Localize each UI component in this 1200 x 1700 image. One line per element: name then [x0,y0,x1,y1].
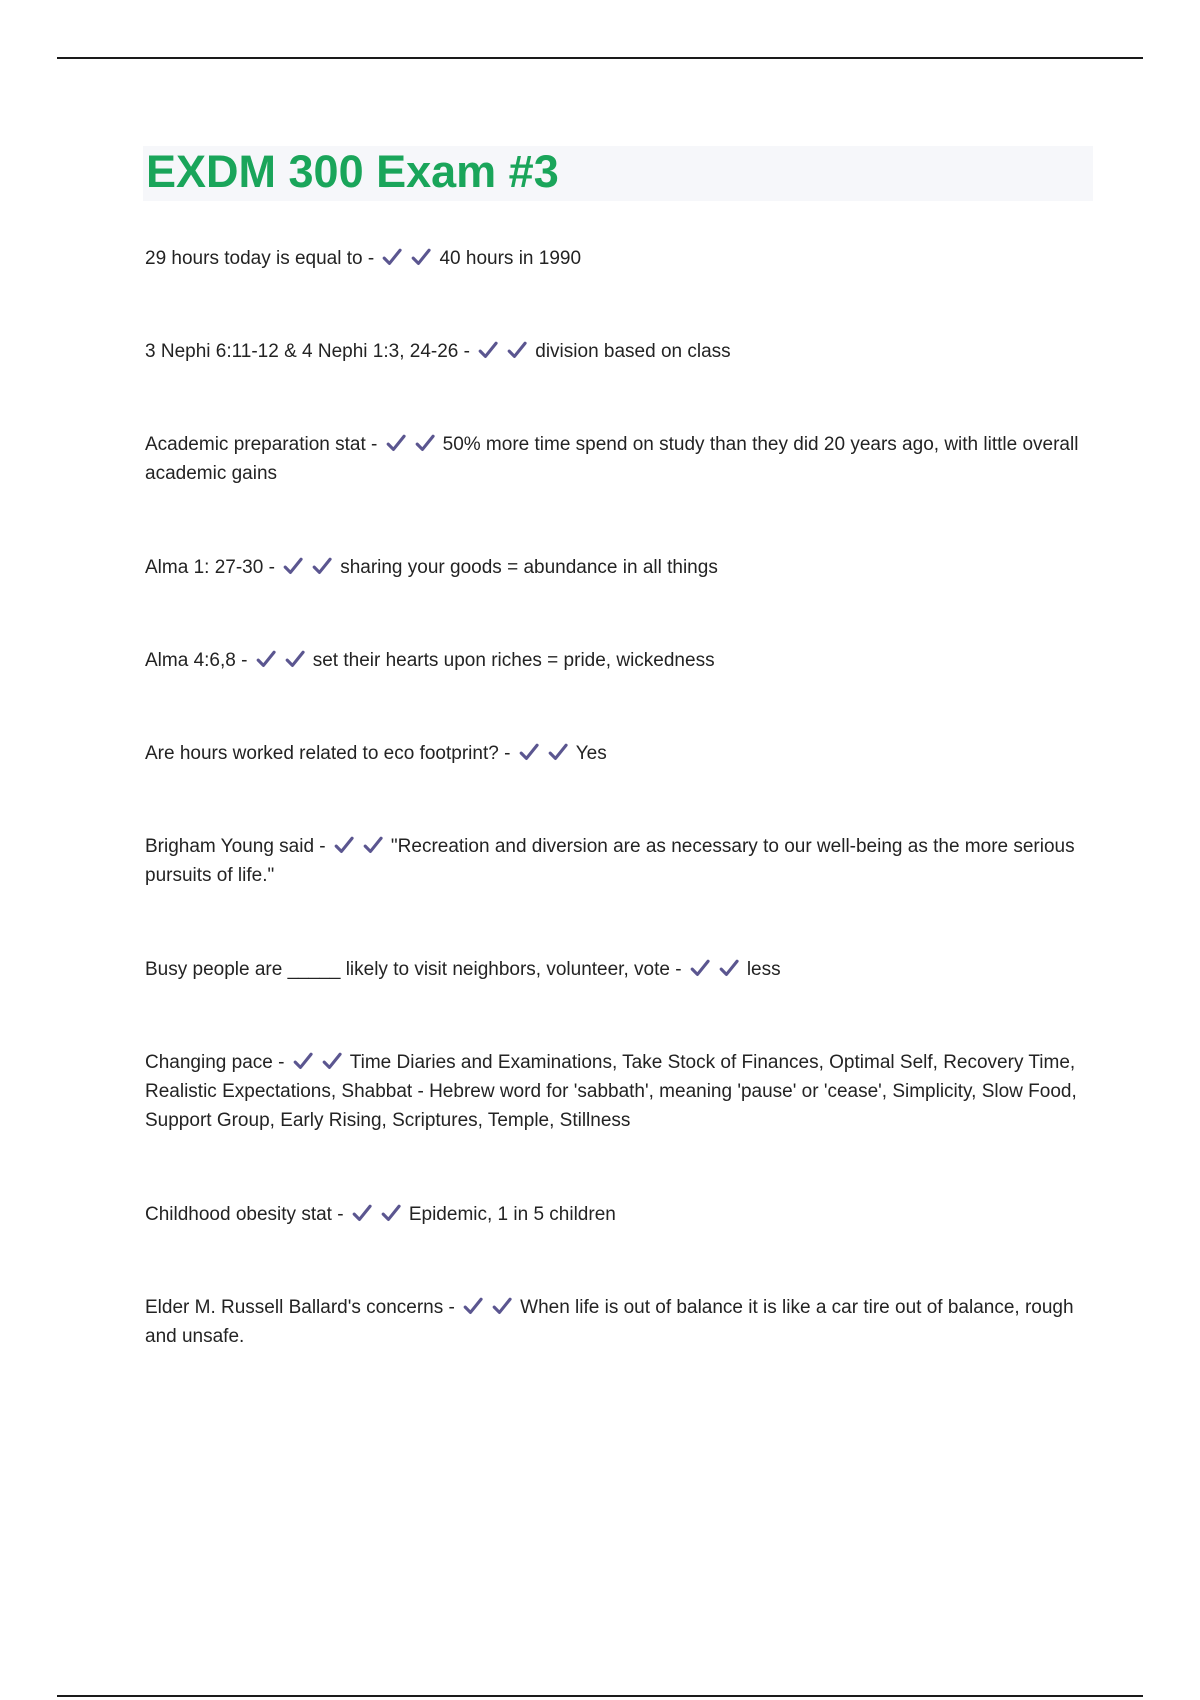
checkmark-icon [333,834,355,856]
entry-separator: - [337,1204,344,1225]
entry-separator: - [675,959,682,980]
list-item [145,832,1085,890]
entry-term: 29 hours today is equal to [145,248,363,269]
entry-separator: - [367,248,375,269]
entry-term: Brigham Young said [145,836,315,857]
checkmark-icon [292,1050,314,1072]
bottom-rule [57,1695,1143,1697]
flashcard-list [145,244,1085,1351]
checkmark-icon [491,1295,513,1317]
list-item [145,739,1085,768]
list-item [145,1048,1085,1135]
checkmark-icon [506,339,528,361]
checkmark-icon [689,957,711,979]
checkmark-icon [414,432,436,454]
entry-separator: - [463,341,470,362]
list-item [145,646,1085,675]
checkmark-icon [381,246,403,268]
entry-answer: When life is out of balance it is like a car tire out of balance, rough and unsafe. [145,1297,1074,1347]
entry-answer: set their hearts upon riches = pride, wickedness [312,650,715,671]
list-item [145,244,1085,273]
entry-separator: - [504,743,511,764]
entry-term: 3 Nephi 6:11-12 & 4 Nephi 1:3, 24-26 [145,341,459,362]
checkmark-icon [718,957,740,979]
checkmark-icon [380,1202,402,1224]
checkmark-icon [518,741,540,763]
entry-separator: - [319,836,326,857]
entry-separator: - [241,650,248,671]
entry-answer: division based on class [535,341,731,362]
checkmark-icon [385,432,407,454]
entry-answer: less [746,959,781,980]
entry-term: Childhood obesity stat [145,1204,332,1225]
list-item [145,337,1085,366]
entry-answer: Epidemic, 1 in 5 children [408,1204,616,1225]
checkmark-icon [311,555,333,577]
checkmark-icon [321,1050,343,1072]
entry-separator: - [448,1297,455,1318]
entry-term: Academic preparation stat [145,434,366,455]
checkmark-icon [284,648,306,670]
entry-term: Alma 1: 27-30 [145,557,264,578]
entry-separator: - [278,1052,285,1073]
checkmark-icon [462,1295,484,1317]
checkmark-icon [410,246,432,268]
list-item [145,1200,1085,1229]
entry-answer: "Recreation and diversion are as necessary to our well-being as the more serious pursuits of life." [145,836,1075,886]
top-rule [57,57,1143,59]
checkmark-icon [477,339,499,361]
entry-answer: Yes [575,743,607,764]
entry-answer: sharing your goods = abundance in all things [340,557,718,578]
checkmark-icon [351,1202,373,1224]
list-item [145,430,1085,488]
list-item [145,1293,1085,1351]
entry-term: Elder M. Russell Ballard's concerns [145,1297,444,1318]
entry-separator: - [268,557,275,578]
page-title: EXDM 300 Exam #3 [146,146,559,197]
checkmark-icon [282,555,304,577]
entry-answer: Time Diaries and Examinations, Take Stock of Finances, Optimal Self, Recovery Time, Realistic Expectations, Shabbat - Hebrew word for 'sabbath', meaning 'pause' or 'cease', Simplicity, Slow Food, Support Group, Early Rising, Scriptures, Temple, Stillness [145,1052,1077,1131]
entry-separator: - [371,434,378,455]
entry-answer: 50% more time spend on study than they did 20 years ago, with little overall academic gains [145,434,1079,484]
entry-term: Are hours worked related to eco footprint? [145,743,499,764]
checkmark-icon [362,834,384,856]
list-item [145,553,1085,582]
entry-answer: 40 hours in 1990 [439,248,582,269]
entry-term: Changing pace [145,1052,273,1073]
entry-term: Alma 4:6,8 [145,650,236,671]
checkmark-icon [547,741,569,763]
entry-term: Busy people are _____ likely to visit neighbors, volunteer, vote [145,959,670,980]
list-item [145,955,1085,984]
checkmark-icon [255,648,277,670]
